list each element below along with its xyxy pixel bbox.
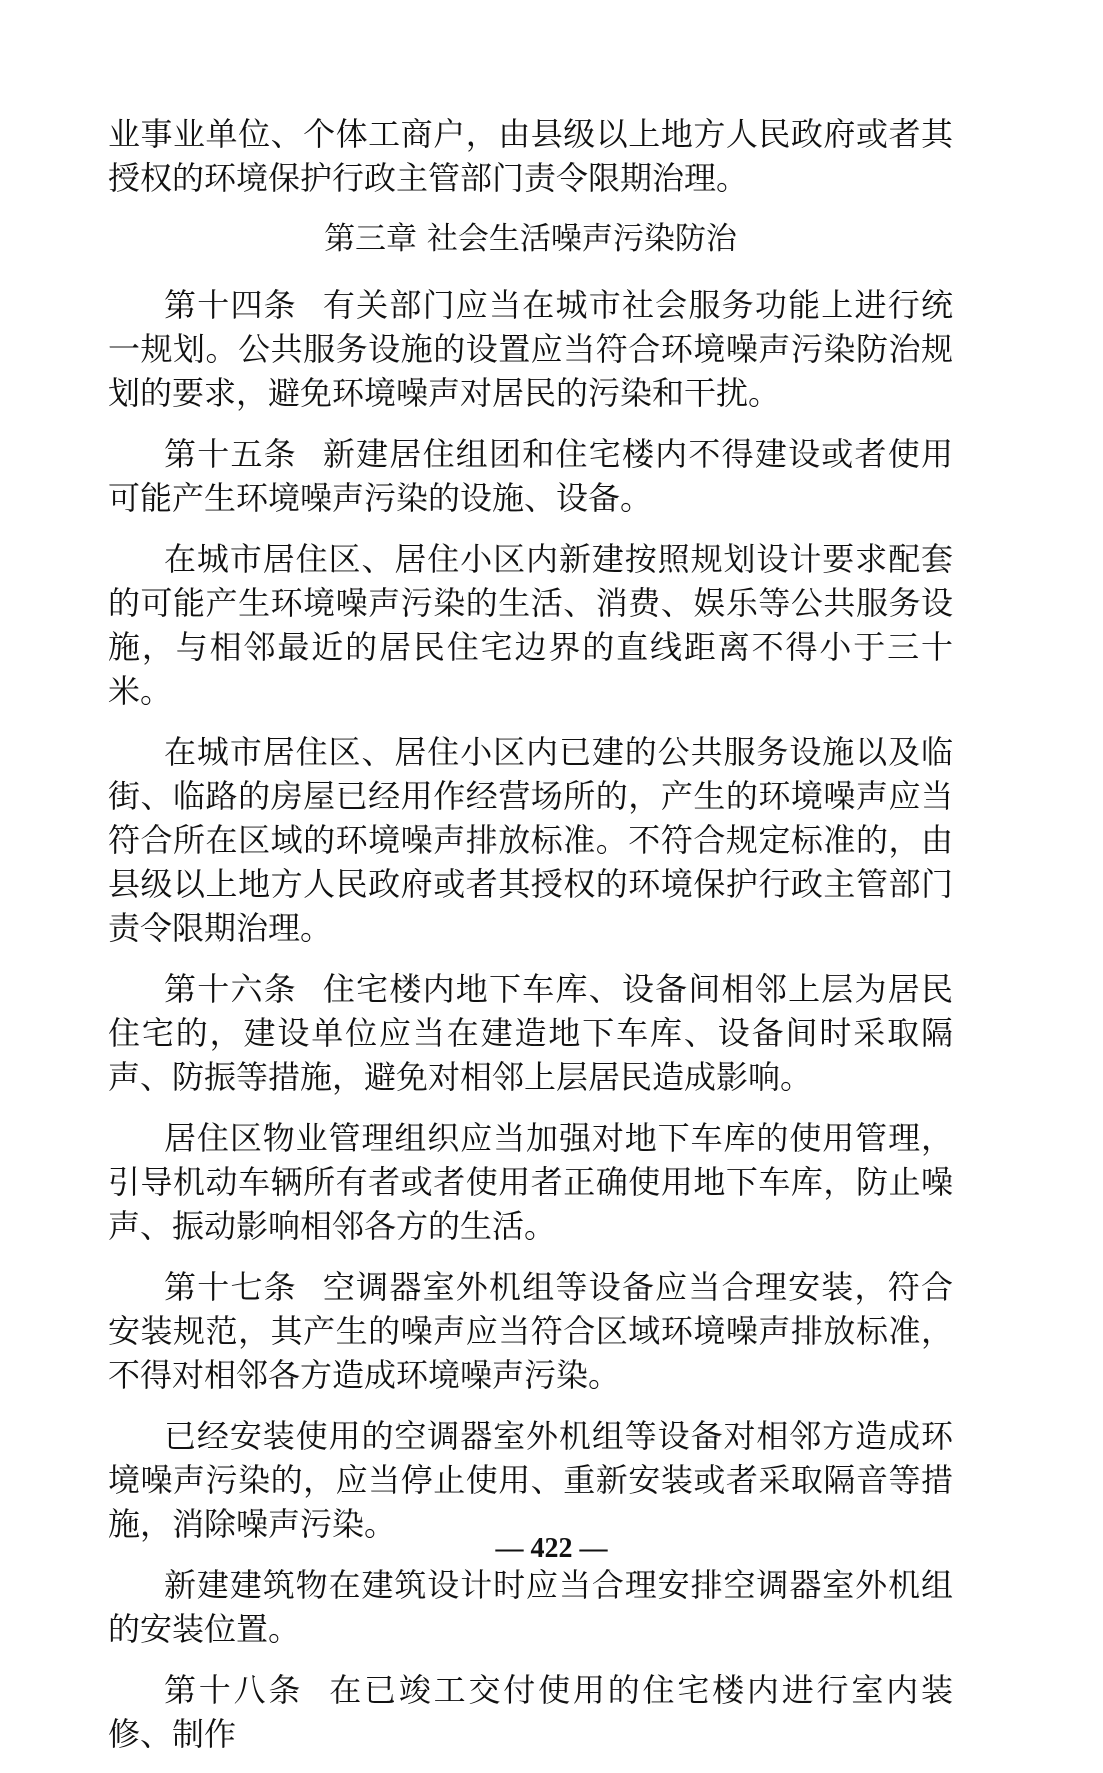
continuation-paragraph: 业事业单位、个体工商户，由县级以上地方人民政府或者其授权的环境保护行政主管部门责令限期治理。 [108,115,953,197]
paragraph-text: 住宅楼内地下车库、设备间相邻上层为居民住宅的，建设单位应当在建造地下车库、设备间时采取隔声、防振等措施，避免对相邻上层居民造成影响。 [108,970,953,1096]
paragraph [108,537,953,713]
article-number: 第十五条 [164,435,297,473]
paragraph [108,730,953,950]
paragraph-text: 新建建筑物在建筑设计时应当合理安排空调器室外机组的安装位置。 [108,1566,953,1648]
paragraph-text: 居住区物业管理组织应当加强对地下车库的使用管理，引导机动车辆所有者或者使用者正确使用地下车库，防止噪声、振动影响相邻各方的生活。 [108,1119,953,1245]
paragraph-text: 有关部门应当在城市社会服务功能上进行统一规划。公共服务设施的设置应当符合环境噪声污染防治规划的要求，避免环境噪声对居民的污染和干扰。 [108,286,953,412]
paragraph-text: 在城市居住区、居住小区内新建按照规划设计要求配套的可能产生环境噪声污染的生活、消费、娱乐等公共服务设施，与相邻最近的居民住宅边界的直线距离不得小于三十米。 [108,540,953,710]
article-paragraph [108,967,953,1099]
article-number: 第十八条 [164,1671,304,1709]
paragraph-text: 空调器室外机组等设备应当合理安装，符合安装规范，其产生的噪声应当符合区域环境噪声排放标准，不得对相邻各方造成环境噪声污染。 [108,1268,953,1394]
article-paragraph [108,432,953,520]
article-number: 第十四条 [164,286,297,324]
paragraph [108,1563,953,1651]
paragraph-text: 新建居住组团和住宅楼内不得建设或者使用可能产生环境噪声污染的设施、设备。 [108,435,953,517]
paragraph-text: 已经安装使用的空调器室外机组等设备对相邻方造成环境噪声污染的，应当停止使用、重新安装或者采取隔音等措施，消除噪声污染。 [108,1417,953,1543]
paragraph [108,1116,953,1248]
paragraph-text: 在已竣工交付使用的住宅楼内进行室内装修、制作 [108,1671,953,1753]
article-paragraph [108,1668,953,1756]
chapter-title: 第三章 社会生活噪声污染防治 [324,221,737,257]
body-text [108,112,953,1773]
paragraph-text: 在城市居住区、居住小区内已建的公共服务设施以及临街、临路的房屋已经用作经营场所的，产生的环境噪声应当符合所在区域的环境噪声排放标准。不符合规定标准的，由县级以上地方人民政府或者其授权的环境保护行政主管部门责令限期治理。 [108,733,953,947]
page-number: — 422 — [495,1533,608,1564]
article-paragraph [108,1265,953,1397]
paragraph [108,1414,953,1546]
article-number: 第十七条 [164,1268,297,1306]
article-number: 第十六条 [164,970,297,1008]
article-paragraph [108,283,953,415]
